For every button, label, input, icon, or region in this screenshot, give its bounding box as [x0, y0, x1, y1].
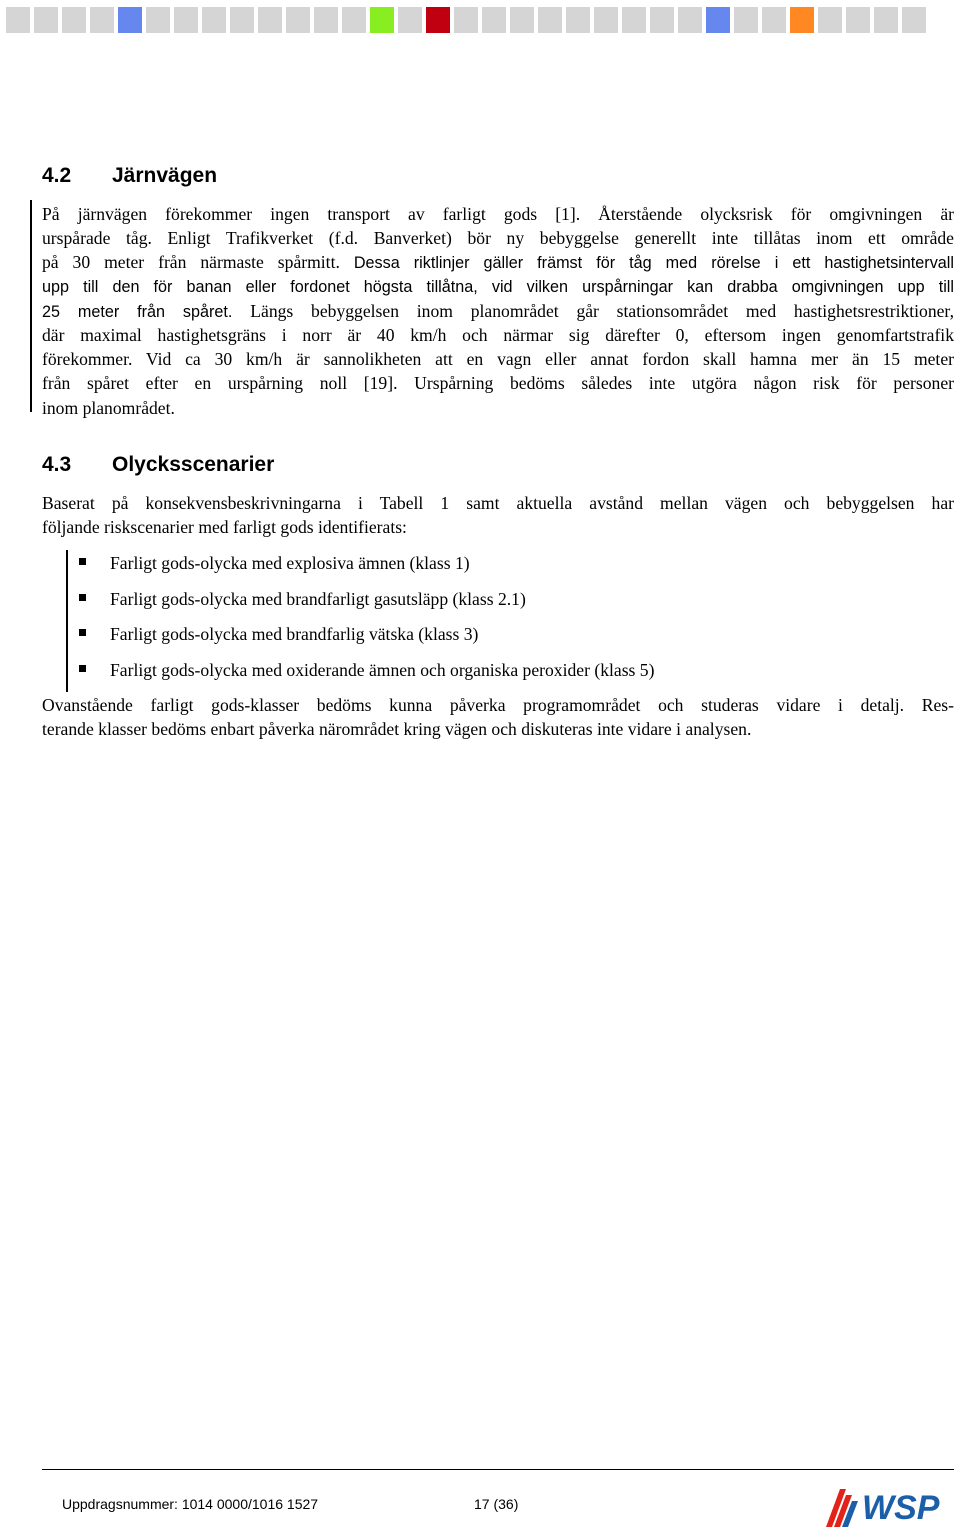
color-swatch — [734, 7, 758, 33]
color-swatch — [202, 7, 226, 33]
text-span: Dessa riktlinjer gäller främst för tåg med rörelse i ett hastighetsintervall — [353, 254, 954, 272]
text-line: Baserat på konsekvensbeskrivningarna i Tabell 1 samt aktuella avstånd mellan vägen och bebyggelsen har — [42, 493, 954, 513]
text-line: där maximal hastighetsgräns i norr är 40 km/h och närmar sig därefter 0, eftersom ingen genomfartstrafik — [42, 325, 954, 345]
bullet-square-icon — [79, 594, 86, 601]
list-item — [78, 550, 654, 586]
section-number: 4.3 — [42, 453, 72, 476]
color-swatch — [146, 7, 170, 33]
color-swatch — [286, 7, 310, 33]
section-heading-4-3 — [42, 453, 274, 477]
paragraph-railway-sans — [42, 250, 954, 325]
color-swatch — [258, 7, 282, 33]
color-swatch — [650, 7, 674, 33]
list-item — [78, 586, 654, 622]
text-span: på 30 meter från närmaste spårmitt. — [42, 252, 354, 272]
list-item-text: Farligt gods-olycka med brandfarligt gasutsläpp (klass 2.1) — [110, 588, 526, 609]
color-swatch — [6, 7, 30, 33]
color-swatch — [510, 7, 534, 33]
color-swatch — [706, 7, 730, 33]
color-swatch — [566, 7, 590, 33]
text-line: Ovanstående farligt gods-klasser bedöms kunna påverka programområdet och studeras vidare i detalj. Res- — [42, 695, 954, 715]
bullet-square-icon — [79, 665, 86, 672]
color-swatch — [538, 7, 562, 33]
color-swatch — [370, 7, 394, 33]
list-item-text: Farligt gods-olycka med oxiderande ämnen och organiska peroxider (klass 5) — [110, 659, 655, 680]
color-swatch — [454, 7, 478, 33]
assignment-number: Uppdragsnummer: 1014 0000/1016 1527 — [62, 1496, 319, 1512]
list-item-text: Farligt gods-olycka med brandfarlig vätska (klass 3) — [110, 624, 479, 644]
color-swatch — [398, 7, 422, 33]
bullet-square-icon — [79, 629, 86, 636]
text-line: upp till den för banan eller fordonet högsta tillåtna, vid vilken urspårningar kan drabba omgivningen upp till — [42, 278, 954, 297]
text-line: urspårade tåg. Enligt Trafikverket (f.d. Banverket) bör ny bebyggelse generellt inte tillåtas inom ett område — [42, 228, 954, 249]
color-swatch — [902, 7, 926, 33]
change-bar — [30, 200, 32, 412]
color-swatch — [762, 7, 786, 33]
list-item-text: Farligt gods-olycka med explosiva ämnen (klass 1) — [110, 553, 470, 573]
text-line: förekommer. Vid ca 30 km/h är sannolikheten att en vagn eller annat fordon skall hamna mer än 15 meter — [42, 349, 954, 370]
color-swatch — [174, 7, 198, 33]
text-line: terande klasser bedöms enbart påverka närområdet kring vägen och diskuteras inte vidare i analysen. — [42, 719, 752, 740]
paragraph-outro — [42, 693, 954, 741]
text-span — [42, 303, 954, 321]
text-line: från spåret efter en urspårning noll [19]. Urspårning bedöms således inte utgöra någon risk för personer — [42, 373, 954, 394]
list-item — [78, 621, 654, 657]
paragraph-railway — [42, 202, 954, 250]
color-swatch — [230, 7, 254, 33]
color-swatch — [790, 7, 814, 33]
text-line — [42, 299, 954, 324]
change-bar — [66, 550, 68, 692]
color-swatch — [118, 7, 142, 33]
color-swatch — [622, 7, 646, 33]
paragraph-railway-cont — [42, 323, 954, 420]
color-swatch — [426, 7, 450, 33]
bullet-square-icon — [79, 558, 86, 565]
color-swatch — [594, 7, 618, 33]
color-swatch — [342, 7, 366, 33]
footer-divider — [42, 1469, 954, 1470]
color-swatch — [818, 7, 842, 33]
text-span — [42, 254, 954, 272]
section-title: Olycksscenarier — [112, 453, 275, 476]
color-swatch — [90, 7, 114, 33]
page-number: 17 (36) — [474, 1496, 519, 1512]
section-title: Järnvägen — [112, 164, 218, 187]
color-swatch — [482, 7, 506, 33]
text-line: På järnvägen förekommer ingen transport av farligt gods [1]. Återstående olycksrisk för omgivningen är — [42, 204, 954, 224]
color-swatch — [314, 7, 338, 33]
paragraph-intro — [42, 491, 954, 539]
color-swatch — [34, 7, 58, 33]
color-swatch — [678, 7, 702, 33]
color-swatch — [62, 7, 86, 33]
wsp-logo — [822, 1483, 954, 1529]
scenario-list — [78, 550, 654, 692]
text-line: inom planområdet. — [42, 397, 175, 418]
color-swatch — [846, 7, 870, 33]
section-heading-4-2 — [42, 164, 217, 188]
color-swatch — [874, 7, 898, 33]
logo-text: WSP — [862, 1489, 940, 1527]
section-number: 4.2 — [42, 164, 72, 187]
text-span: 25 meter från spåret. — [42, 303, 251, 322]
text-line: följande riskscenarier med farligt gods identifierats: — [42, 517, 407, 538]
text-line — [42, 250, 954, 275]
list-item — [78, 657, 654, 693]
text-span: Längs bebyggelsen inom planområdet går stationsområdet med hastighetsrestriktioner, — [250, 301, 954, 322]
color-toolbar — [6, 7, 930, 33]
